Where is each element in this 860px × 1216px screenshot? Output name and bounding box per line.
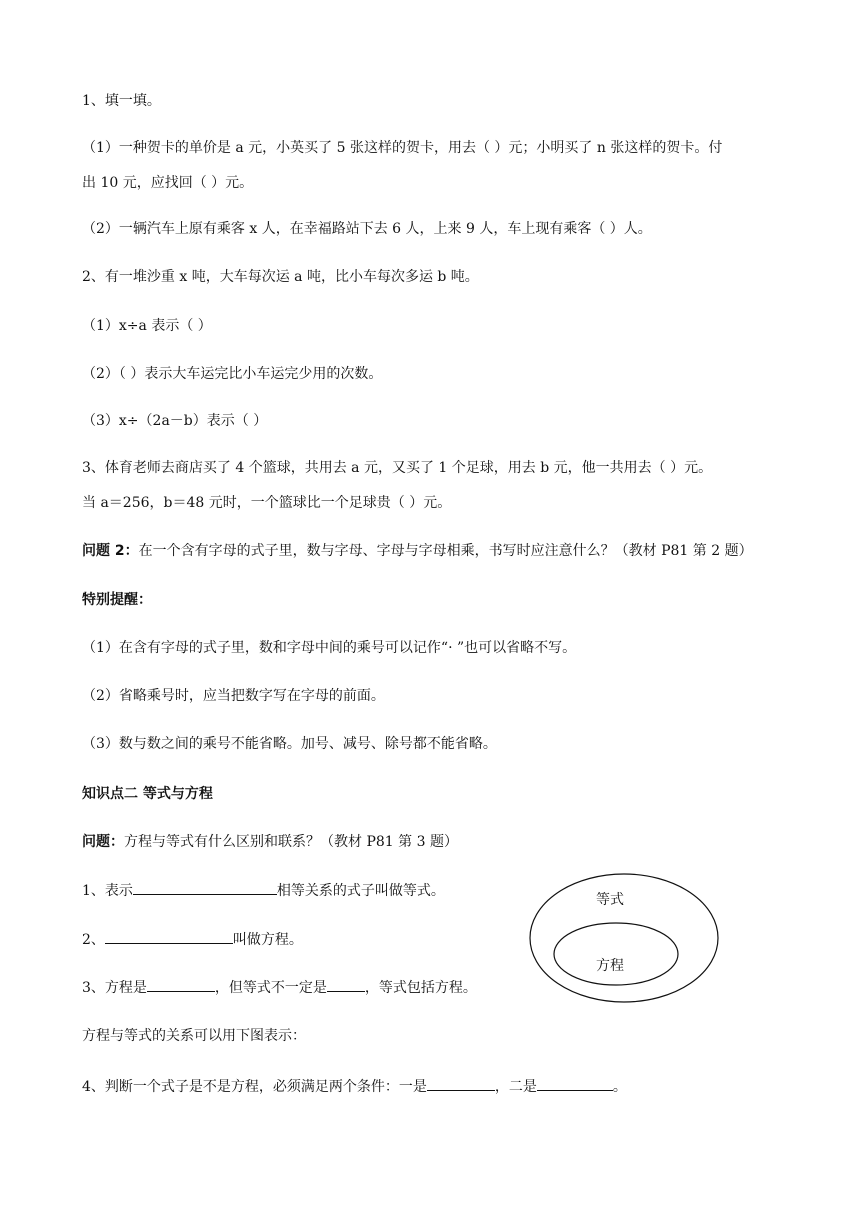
item-1-q1-line2: 出 10 元，应找回（ ）元。 <box>82 175 254 191</box>
relation-text: 方程与等式的关系可以用下图表示： <box>82 1028 306 1044</box>
tip-3: （3）数与数之间的乘号不能省略。加号、减号、除号都不能省略。 <box>82 736 497 752</box>
tip-title: 特别提醒： <box>82 592 152 608</box>
fill-3-prefix: 3、方程是 <box>82 980 147 996</box>
fill-4-prefix: 4、判断一个式子是不是方程，必须满足两个条件：一是 <box>82 1079 427 1095</box>
inner-label: 方程 <box>596 958 624 974</box>
question-2-text: 在一个含有字母的式子里，数与字母、字母与字母相乘，书写时应注意什么？（教材 P81 第 2 题） <box>138 543 753 559</box>
fill-2-prefix: 2、 <box>82 932 105 948</box>
item-1-heading: 1、填一填。 <box>82 93 161 109</box>
tip-2: （2）省略乘号时，应当把数字写在字母的前面。 <box>82 688 385 704</box>
outer-label: 等式 <box>596 892 624 908</box>
equation-set-outer-ellipse <box>530 874 718 1002</box>
knowledge-point-2-title: 知识点二 等式与方程 <box>82 786 213 802</box>
item-2-q3: （3）x÷（2a－b）表示（ ） <box>82 413 268 429</box>
equation-subset-inner-ellipse <box>554 923 678 985</box>
question-2-label: 问题 2： <box>82 543 139 559</box>
fill-3-suffix: ，等式包括方程。 <box>364 980 477 996</box>
item-3-line1: 3、体育老师去商店买了 4 个篮球，共用去 a 元，又买了 1 个足球，用去 b 元，他一共用去（ ）元。 <box>82 460 713 476</box>
item-1-q1-line1: （1）一种贺卡的单价是 a 元，小英买了 5 张这样的贺卡，用去（ ）元；小明买了 n 张这样的贺卡。付 <box>82 140 723 156</box>
fill-4-middle: ，二是 <box>494 1079 537 1095</box>
item-2-heading: 2、有一堆沙重 x 吨，大车每次运 a 吨，比小车每次多运 b 吨。 <box>82 269 479 285</box>
fill-1-suffix: 相等关系的式子叫做等式。 <box>276 883 445 899</box>
fill-4-suffix: 。 <box>612 1079 627 1095</box>
question-text: 方程与等式有什么区别和联系？（教材 P81 第 3 题） <box>124 834 458 850</box>
fill-1-prefix: 1、表示 <box>82 883 133 899</box>
question-label: 问题： <box>82 834 124 850</box>
tip-1: （1）在含有字母的式子里，数和字母中间的乘号可以记作“· ”也可以省略不写。 <box>82 640 577 656</box>
item-3-line2: 当 a＝256，b＝48 元时，一个篮球比一个足球贵（ ）元。 <box>82 495 452 511</box>
fill-2-suffix: 叫做方程。 <box>232 932 303 948</box>
fill-3-middle: ，但等式不一定是 <box>214 980 327 996</box>
item-1-q2: （2）一辆汽车上原有乘客 x 人，在幸福路站下去 6 人，上来 9 人，车上现有乘客（ ）人。 <box>82 221 652 237</box>
item-2-q2: （2）（ ）表示大车运完比小车运完少用的次数。 <box>82 366 383 382</box>
item-2-q1: （1）x÷a 表示（ ） <box>82 318 212 334</box>
